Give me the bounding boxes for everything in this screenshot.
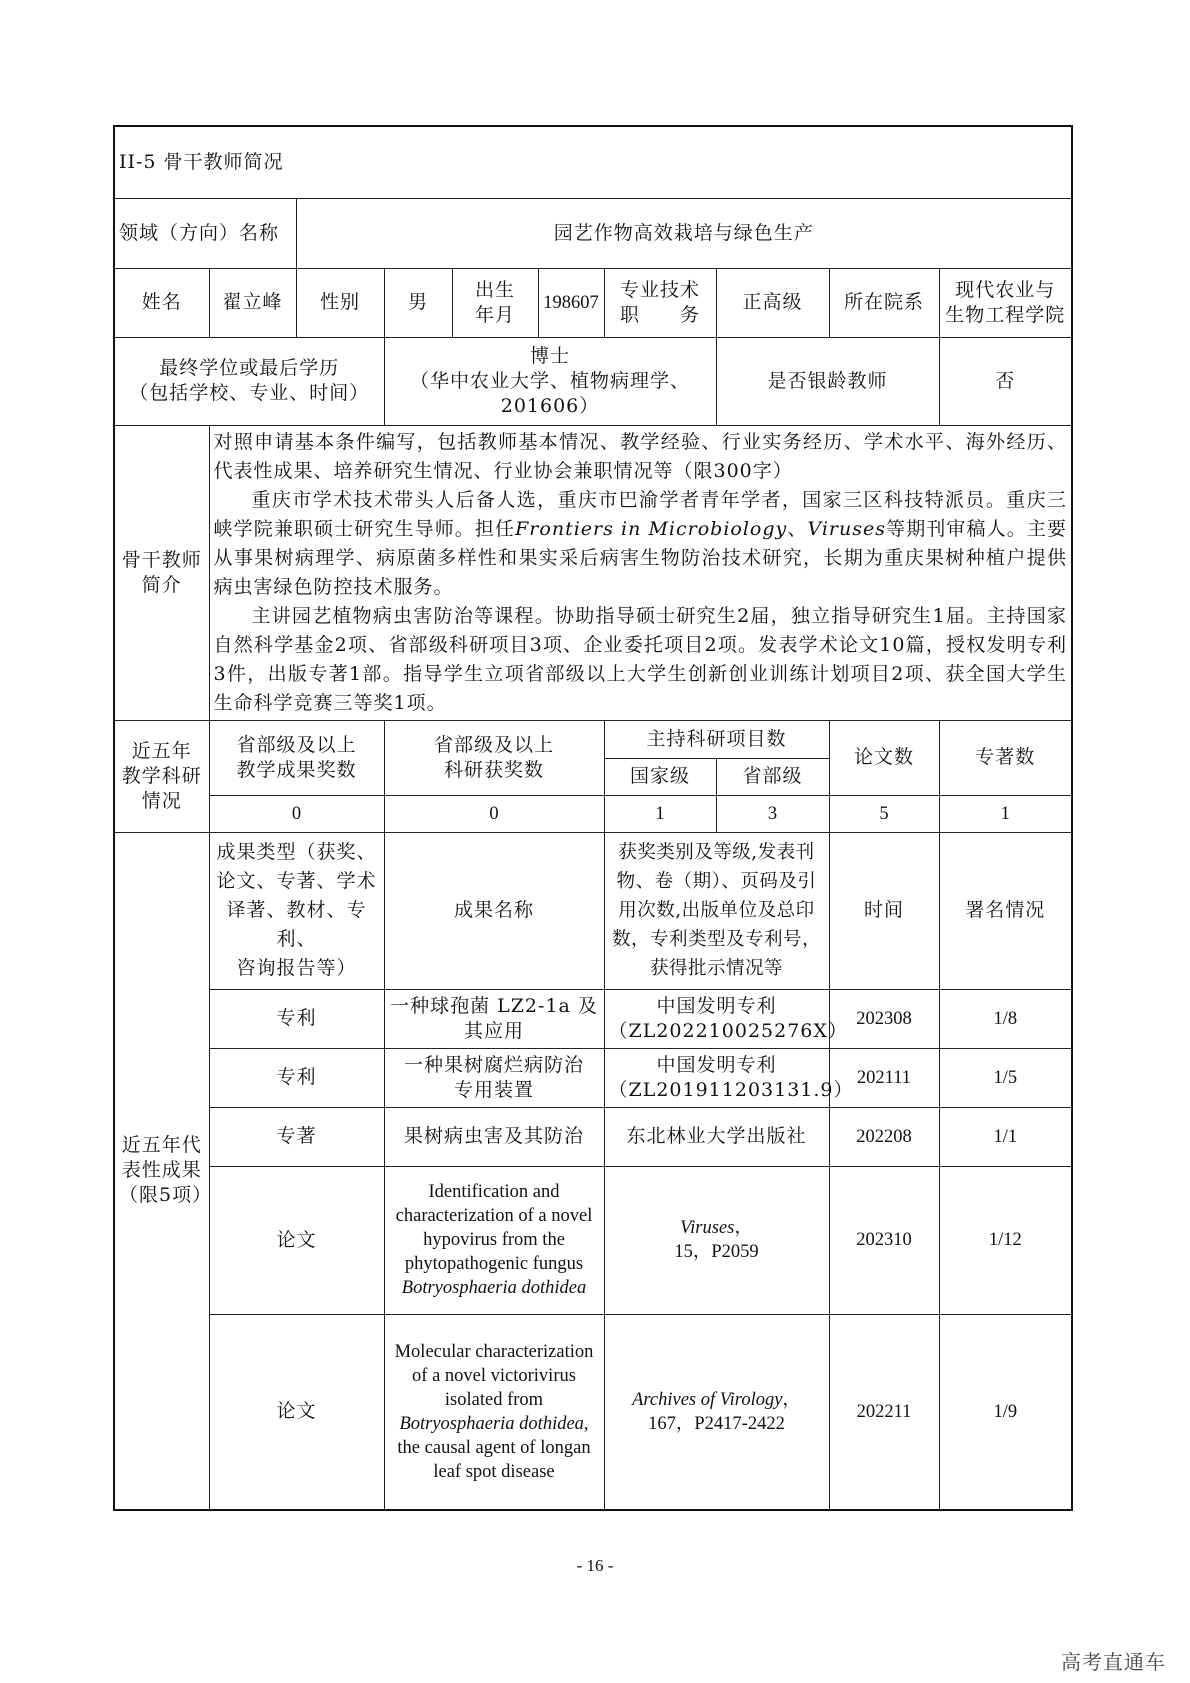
stats-header-national: 国家级 [604,758,716,795]
bio-intro: 对照申请基本条件编写，包括教师基本情况、教学经验、行业实务经历、学术水平、海外经历、代表性成果、培养研究生情况、行业协会兼职情况等（限300字） [213,430,1068,482]
dept-value: 现代农业与 生物工程学院 [939,268,1072,337]
birth-label: 出生 年月 [452,268,538,337]
achievement-type: 论文 [209,1166,384,1314]
bio-label: 骨干教师 简介 [114,425,209,720]
field-value: 园艺作物高效栽培与绿色生产 [296,198,1072,268]
dept-label: 所在院系 [829,268,939,337]
achievement-time: 202211 [829,1314,939,1510]
achievements-header-name: 成果名称 [384,832,604,989]
stats-value-provincial: 3 [716,795,829,832]
stats-header-teaching: 省部级及以上 教学成果奖数 [209,720,384,795]
achievement-type: 专著 [209,1107,384,1166]
achievement-time: 202310 [829,1166,939,1314]
achievement-sign: 1/12 [939,1166,1072,1314]
stats-label: 近五年 教学科研 情况 [114,720,209,832]
stats-header-papers: 论文数 [829,720,939,795]
silver-label: 是否银龄教师 [716,337,939,425]
stats-value-research: 0 [384,795,604,832]
teacher-profile-table [113,125,1073,1511]
page-number: - 16 - [576,1556,614,1575]
title-value: 正高级 [716,268,829,337]
achievement-detail: Archives of Virology， 167，P2417-2422 [604,1314,829,1510]
achievement-name: 一种果树腐烂病防治 专用装置 [384,1048,604,1107]
achievement-type: 专利 [209,989,384,1048]
stats-header-research: 省部级及以上 科研获奖数 [384,720,604,795]
stats-value-national: 1 [604,795,716,832]
title-label: 专业技术 职 务 [604,268,716,337]
stats-value-papers: 5 [829,795,939,832]
achievements-header-type: 成果类型（获奖、 论文、专著、学术 译著、教材、专利、 咨询报告等） [209,832,384,989]
achievement-sign: 1/9 [939,1314,1072,1510]
achievement-name: 果树病虫害及其防治 [384,1107,604,1166]
achievement-time: 202111 [829,1048,939,1107]
bio-paragraph-1: 重庆市学术技术带头人后备人选，重庆市巴渝学者青年学者，国家三区科技特派员。重庆三峡学院兼职硕士研究生导师。担任Frontiers in Microbiology、Viruses等期刊审稿人。主要从事果树病理学、病原菌多样性和果实采后病害生物防治技术研究，长期为重庆果树种植户提供病虫害绿色防控技术服务。 [213,488,1068,598]
bio-paragraph-2: 主讲园艺植物病虫害防治等课程。协助指导硕士研究生2届，独立指导研究生1届。主持国家自然科学基金2项、省部级科研项目3项、企业委托项目2项。发表学术论文10篇，授权发明专利3件，出版专著1部。指导学生立项省部级以上大学生创新创业训练计划项目2项、获全国大学生生命科学竞赛三等奖1项。 [213,604,1068,714]
degree-label: 最终学位或最后学历 （包括学校、专业、时间） [114,337,384,425]
stats-header-projects: 主持科研项目数 [604,720,829,758]
achievement-detail: 东北林业大学出版社 [604,1107,829,1166]
achievement-time: 202208 [829,1107,939,1166]
stats-value-books: 1 [939,795,1072,832]
achievement-detail: 中国发明专利 （ZL201911203131.9） [604,1048,829,1107]
section-title: II-5 骨干教师简况 [114,126,1072,198]
achievement-time: 202308 [829,989,939,1048]
achievement-sign: 1/5 [939,1048,1072,1107]
silver-value: 否 [939,337,1072,425]
achievements-header-time: 时间 [829,832,939,989]
achievements-header-detail: 获奖类别及等级,发表刊 物、卷（期）、页码及引 用次数,出版单位及总印 数，专利类型及专利号， 获得批示情况等 [604,832,829,989]
achievements-header-sign: 署名情况 [939,832,1072,989]
achievement-sign: 1/8 [939,989,1072,1048]
bio-content [209,425,1072,720]
gender-label: 性别 [296,268,384,337]
name-label: 姓名 [114,268,209,337]
achievement-name: 一种球孢菌 LZ2-1a 及 其应用 [384,989,604,1048]
stats-header-books: 专著数 [939,720,1072,795]
achievement-type: 论文 [209,1314,384,1510]
achievements-label: 近五年代 表性成果 （限5项） [114,832,209,1510]
achievement-detail: Viruses， 15，P2059 [604,1166,829,1314]
achievement-type: 专利 [209,1048,384,1107]
achievement-detail: 中国发明专利 （ZL202210025276X） [604,989,829,1048]
birth-value: 198607 [538,268,604,337]
field-label: 领域（方向）名称 [114,198,296,268]
achievement-sign: 1/1 [939,1107,1072,1166]
degree-value: 博士 （华中农业大学、植物病理学、 201606） [384,337,716,425]
stats-header-provincial: 省部级 [716,758,829,795]
gender-value: 男 [384,268,452,337]
stats-value-teaching: 0 [209,795,384,832]
achievement-name: Identification and characterization of a novel hypovirus from the phytopathogenic fungus Botryosphaeria dothidea [384,1166,604,1314]
achievement-name: Molecular characterization of a novel victorivirus isolated from Botryosphaeria dothidea, the causal agent of longan leaf spot disease [384,1314,604,1510]
watermark: 高考直通车 [1061,1650,1166,1674]
name-value: 翟立峰 [209,268,296,337]
